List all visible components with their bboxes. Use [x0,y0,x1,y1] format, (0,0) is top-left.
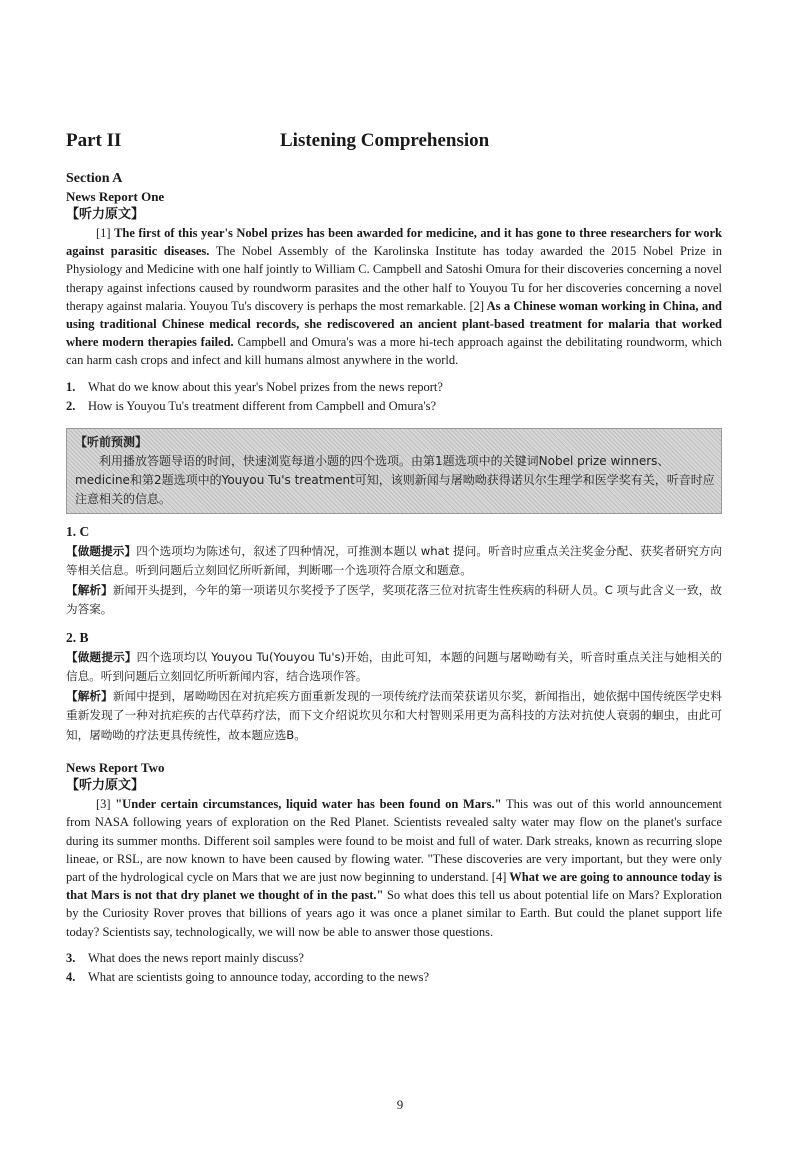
marker-1: [1] [96,226,111,240]
answer-analysis [66,581,722,620]
question-item [66,968,722,987]
answer-analysis [66,687,722,746]
question-number: 4. [66,969,76,984]
transcript-text-2: Campbell and Omura's was a more hi-tech approach against the debilitating roundworm, which can harm cash crops and infect and kill humans almost anywhere in the world. [66,335,722,368]
key-sentence-1: The first of this year's Nobel prizes has been awarded for medicine, and it has gone to three researchers for work against parasitic diseases. [66,226,722,259]
prediction-tag: 【听前预测】 [75,434,148,449]
transcript-text-3: This was out of this world announcement from NASA following years of exploration on the Red Planet. Scientists revealed salty water may flow on the planet's surface during its summer months. Different soil samples were found to be moist and full of water. Dark streaks, known as recurring slope lineae, or RSL, are now known to have been caused by flowing water. "These discoveries are very important, but they were only part of the hydrological cycle on Mars that we are just now beginning to understand. [66,797,722,884]
hint-text: 四个选项均以 Youyou Tu(Youyou Tu's)开始，由此可知，本题的问题与屠呦呦有关，听音时重点关注与她相关的信息。听到问题后立刻回忆所听新闻内容，结合选项作答。 [66,649,722,684]
answer-key: 1. C [66,523,90,539]
report-two [66,759,722,987]
report-one-transcript [66,224,722,370]
part-header [66,130,722,160]
transcript-text-4: So what does this tell us about potential life on Mars? Exploration by the Curiosity Rover proves that billions of years ago it was once a planet similar to Earth. But could the planet support life today? Scientists say, technologically, we will now be able to answer those questions. [66,888,722,939]
analysis-label: 【解析】 [66,582,113,597]
hint-label: 【做题提示】 [66,543,137,558]
question-text: What do we know about this year's Nobel prizes from the news report? [88,379,443,394]
answer-hint [66,542,722,581]
analysis-text: 新闻中提到，屠呦呦因在对抗疟疾方面重新发现的一项传统疗法而荣获诺贝尔奖，新闻指出，她依据中国传统医学史料重新发现了一种对抗疟疾的古代草药疗法，而下文介绍说坎贝尔和大村智则采用更为高科技的方法对抗使人衰弱的蛔虫，由此可知，屠呦呦的疗法更具传统性，故本题应选B。 [66,688,722,742]
part-title: Listening Comprehension [280,130,490,151]
report-two-transcript [66,795,722,941]
report-two-label: News Report Two [66,760,165,776]
question-list-two [66,949,722,987]
question-number: 3. [66,950,76,965]
question-text: What does the news report mainly discuss? [88,950,304,965]
report-one-label: News Report One [66,189,165,204]
key-sentence-4: What we are going to announce today is that Mars is not that dry planet we thought of in the past." [66,869,722,903]
key-sentence-2: As a Chinese woman working in China, and using traditional Chinese medical records, she rediscovered an ancient plant-based treatment for malaria that worked where modern therapies failed. [66,298,722,350]
report-two-transcript-tag: 【听力原文】 [66,778,145,794]
section-label: Section A [66,171,123,186]
question-text: How is Youyou Tu's treatment different from Campbell and Omura's? [88,398,436,413]
marker-3: [3] [96,797,111,812]
pre-listening-prediction-box [66,428,722,514]
analysis-text: 新闻开头提到，今年的第一项诺贝尔奖授予了医学，奖项花落三位对抗寄生性疾病的科研人员。C 项与此含义一致，故为答案。 [66,582,722,617]
part-label: Part II [66,130,122,151]
marker-2: [2] [469,298,485,313]
answer-hint [66,648,722,687]
question-item [66,397,722,416]
question-number: 1. [66,379,76,394]
transcript-text-1: The Nobel Assembly of the Karolinska Institute has today awarded the 2015 Nobel Prize in Physiology and Medicine with one half jointly to William C. Campbell and Satoshi Omura for their discoveries concerning a novel therapy against infections caused by roundworm parasites and the other half to Youyou Tu for her discoveries concerning a novel therapy against malaria. Youyou Tu's discovery is perhaps the most remarkable. [66,244,722,313]
marker-4: [4] [491,869,507,884]
question-list-one [66,378,722,416]
report-one-transcript-tag: 【听力原文】 [66,207,145,222]
prediction-text: 利用播放答题导语的时间，快速浏览每道小题的四个选项。由第1题选项中的关键词Nobel prize winners、medicine和第2题选项中的Youyou Tu's treatment可知，该则新闻与屠呦呦获得诺贝尔生理学和医学奖有关，听音时应注意相关的信息。 [75,453,715,506]
answer-block-2 [66,628,722,746]
page-number: 9 [396,1097,404,1112]
key-sentence-3: "Under certain circumstances, liquid water has been found on Mars." [110,797,502,812]
question-item [66,378,722,397]
answer-key: 2. B [66,629,89,645]
hint-text: 四个选项均为陈述句，叙述了四种情况，可推测本题以 what 提问。听音时应重点关注奖金分配、获奖者研究方向等相关信息。听到问题后立刻回忆所听新闻，判断哪一个选项符合原文和题意。 [66,543,722,578]
question-item [66,949,722,968]
question-text: What are scientists going to announce today, according to the news? [88,969,430,984]
answer-block-1 [66,522,722,620]
analysis-label: 【解析】 [66,688,113,703]
question-number: 2. [66,398,76,413]
page-content [66,130,722,987]
hint-label: 【做题提示】 [66,649,137,664]
